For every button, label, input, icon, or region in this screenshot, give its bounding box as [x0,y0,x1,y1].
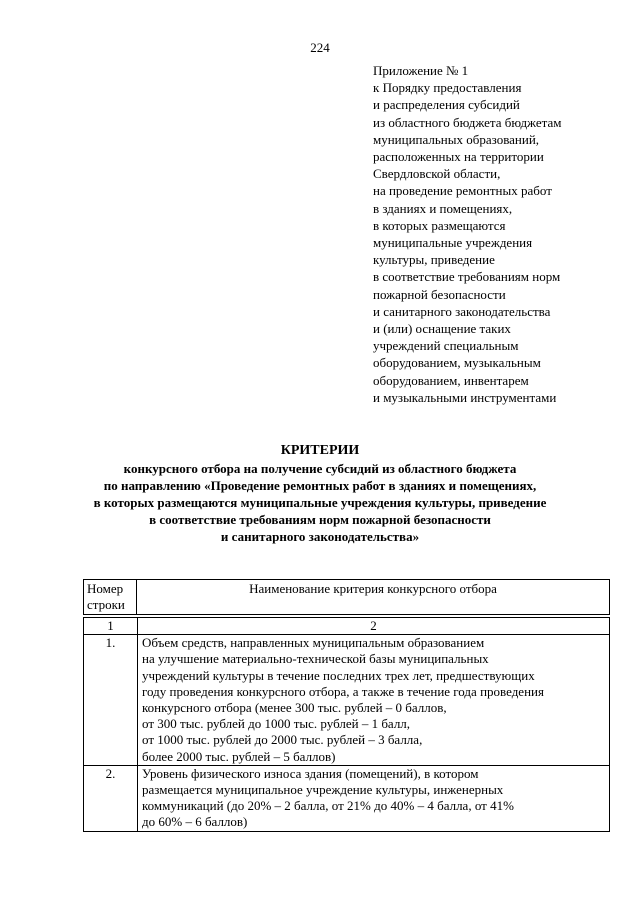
row-text-line: размещается муниципальное учреждение культуры, инженерных [142,782,504,798]
page-number: 224 [310,40,330,55]
table-index-row [84,618,610,635]
table-row [84,765,610,831]
header-number-cell [84,580,137,615]
criteria-title-block [0,442,640,545]
row-number: 2. [84,765,138,831]
criteria-title-line: в которых размещаются муниципальные учреждения культуры, приведение [93,495,547,510]
appendix-line: к Порядку предоставления [373,80,522,96]
appendix-line: на проведение ремонтных работ [373,183,552,199]
row-text-line: более 2000 тыс. рублей – 5 баллов) [142,748,336,764]
appendix-line: муниципальные учреждения [373,235,533,251]
criteria-title-line: по направлению «Проведение ремонтных работ в зданиях и помещениях, [103,478,537,493]
appendix-line: оборудованием, музыкальным [373,355,541,371]
appendix-line: расположенных на территории [373,149,544,165]
index-cell-2: 2 [138,618,610,635]
appendix-line: из областного бюджета бюджетам [373,114,562,130]
row-text-line: году проведения конкурсного отбора, а также в течение года проведения [142,683,544,699]
appendix-line: пожарной безопасности [373,286,506,302]
header-name-cell: Наименование критерия конкурсного отбора [137,580,610,615]
criteria-table [83,617,610,832]
appendix-block [373,62,635,406]
row-text-line: коммуникаций (до 20% – 2 балла, от 21% до 40% – 4 балла, от 41% [142,798,514,814]
index-cell-1: 1 [84,618,138,635]
row-text-line: от 300 тыс. рублей до 1000 тыс. рублей – 1 балл, [142,716,411,732]
appendix-line: в соответствие требованиям норм [373,269,561,285]
row-text-line: Объем средств, направленных муниципальным образованием [142,635,485,651]
appendix-line: учреждений специальным [373,338,519,354]
row-number: 1. [84,635,138,766]
table-row [84,635,610,766]
appendix-line: Свердловской области, [373,166,501,182]
row-text-line: учреждений культуры в течение последних трех лет, предшествующих [142,667,535,683]
appendix-line: и (или) оснащение таких [373,321,511,337]
row-text-line: Уровень физического износа здания (помещений), в котором [142,765,479,781]
table-header-row [84,580,610,615]
criteria-title-line: и санитарного законодательства» [220,529,420,544]
appendix-line: Приложение № 1 [373,63,469,78]
appendix-line: муниципальных образований, [373,131,540,147]
appendix-line: культуры, приведение [373,252,495,268]
criteria-title-line: конкурсного отбора на получение субсидий из областного бюджета [123,461,517,476]
criteria-heading: КРИТЕРИИ [280,443,360,458]
row-text [138,635,610,766]
row-text [138,765,610,831]
appendix-line: оборудованием, инвентарем [373,372,529,388]
criteria-title-line: в соответствие требованиям норм пожарной безопасности [149,512,491,527]
criteria-table-header [83,579,610,615]
row-text-line: конкурсного отбора (менее 300 тыс. рублей – 0 баллов, [142,700,447,716]
appendix-line: в зданиях и помещениях, [373,200,513,216]
header-number-line2: строки [87,597,125,613]
appendix-line: и санитарного законодательства [373,303,551,319]
row-text-line: до 60% – 6 баллов) [142,814,248,830]
row-text-line: на улучшение материально-технической базы муниципальных [142,651,489,667]
appendix-line: и музыкальными инструментами [373,389,557,405]
row-text-line: от 1000 тыс. рублей до 2000 тыс. рублей – 3 балла, [142,732,423,748]
appendix-line: в которых размещаются [373,217,506,233]
appendix-line: и распределения субсидий [373,97,520,113]
header-number-line1: Номер [87,581,124,596]
